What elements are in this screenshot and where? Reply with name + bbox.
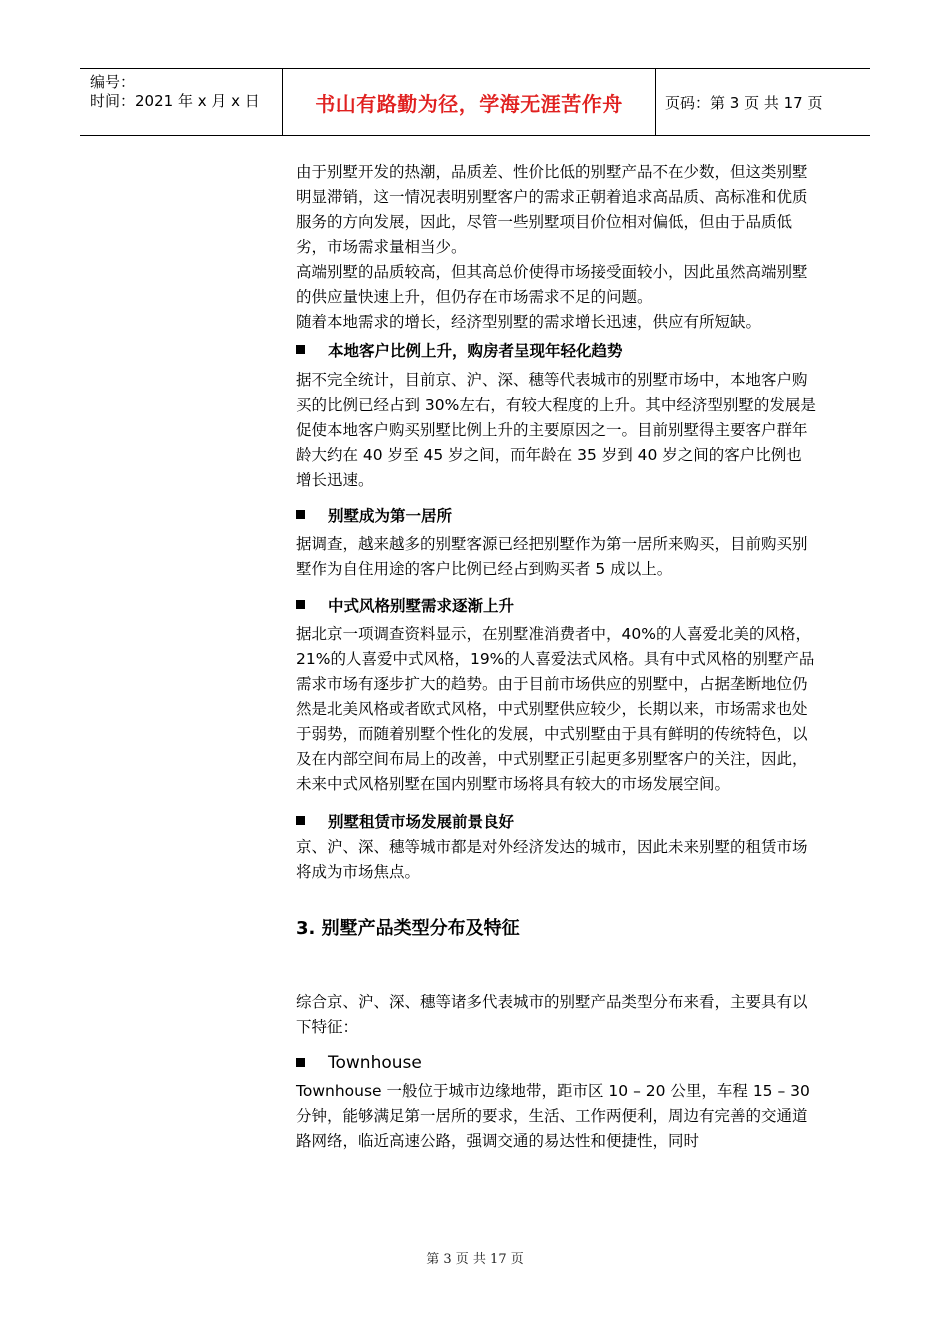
paragraph: Townhouse 一般位于城市边缘地带，距市区 10 – 20 公里，车程 15 – 30 分钟，能够满足第一居所的要求，生活、工作两便利，周边有完善的交通道路网络，临近高速公路，强调交通的易达性和便捷性，同时 [296, 1082, 810, 1150]
doc-number-label: 编号： [90, 73, 136, 91]
bullet-heading-text: 本地客户比例上升，购房者呈现年轻化趋势 [328, 341, 623, 360]
paragraph: 据不完全统计，目前京、沪、深、穗等代表城市的别墅市场中，本地客户购买的比例已经占到 30%左右，有较大程度的上升。其中经济型别墅的发展是促使本地客户购买别墅比例上升的主要原因之一。目前别墅得主要客户群年龄大约在 40 岁至 45 岁之间，而年龄在 35 岁到 40 岁之间的客户比例也增长迅速。 [296, 371, 816, 489]
bullet-square-icon [296, 600, 305, 609]
bullet-heading [296, 592, 816, 617]
page-footer: 第 3 页 共 17 页 [426, 1252, 524, 1267]
paragraph: 高端别墅的品质较高，但其高总价使得市场接受面较小，因此虽然高端别墅的供应量快速上升，但仍存在市场需求不足的问题。 [296, 263, 808, 306]
paragraph: 由于别墅开发的热潮，品质差、性价比低的别墅产品不在少数，但这类别墅明显滞销，这一情况表明别墅客户的需求正朝着追求高品质、高标准和优质服务的方向发展，因此，尽管一些别墅项目价位相对偏低，但由于品质低劣，市场需求量相当少。 [296, 163, 808, 256]
bullet-heading-text: 别墅成为第一居所 [328, 506, 453, 525]
paragraph: 随着本地需求的增长，经济型别墅的需求增长迅速，供应有所短缺。 [296, 313, 762, 331]
bullet-square-icon [296, 1058, 305, 1067]
paragraph: 综合京、沪、深、穗等诸多代表城市的别墅产品类型分布来看，主要具有以下特征： [296, 993, 808, 1036]
page-header [80, 68, 870, 136]
paragraph: 据北京一项调查资料显示，在别墅准消费者中，40%的人喜爱北美的风格，21%的人喜爱中式风格，19%的人喜爱法式风格。具有中式风格的别墅产品需求市场有逐步扩大的趋势。由于目前市场供应的别墅中，占据垄断地位仍然是北美风格或者欧式风格，中式别墅供应较少，长期以来，市场需求也处于弱势，而随着别墅个性化的发展，中式别墅由于具有鲜明的传统特色，以及在内部空间布局上的改善，中式别墅正引起更多别墅客户的关注，因此，未来中式风格别墅在国内别墅市场将具有较大的市场发展空间。 [296, 625, 815, 793]
date-label: 时间：2021 年 x 月 x 日 [90, 92, 260, 110]
bullet-heading-text: 别墅租赁市场发展前景良好 [328, 812, 515, 831]
header-motto: 书山有路勤为径，学海无涯苦作舟 [282, 69, 656, 135]
header-page-info: 页码：第 3 页 共 17 页 [665, 93, 823, 112]
bullet-heading [296, 808, 816, 833]
bullet-square-icon [296, 816, 305, 825]
bullet-heading [296, 1050, 816, 1075]
bullet-heading-text: Townhouse [328, 1052, 422, 1073]
bullet-heading [296, 502, 816, 527]
bullet-square-icon [296, 345, 305, 354]
bullet-square-icon [296, 510, 305, 519]
bullet-heading-text: 中式风格别墅需求逐渐上升 [328, 596, 515, 615]
bullet-heading [296, 337, 816, 362]
paragraph: 京、沪、深、穗等城市都是对外经济发达的城市，因此未来别墅的租赁市场将成为市场焦点。 [296, 838, 808, 881]
paragraph: 据调查，越来越多的别墅客源已经把别墅作为第一居所来购买，目前购买别墅作为自住用途的客户比例已经占到购买者 5 成以上。 [296, 535, 808, 578]
document-body [296, 160, 816, 1154]
section-heading: 3. 别墅产品类型分布及特征 [296, 918, 520, 939]
header-meta [80, 69, 282, 135]
